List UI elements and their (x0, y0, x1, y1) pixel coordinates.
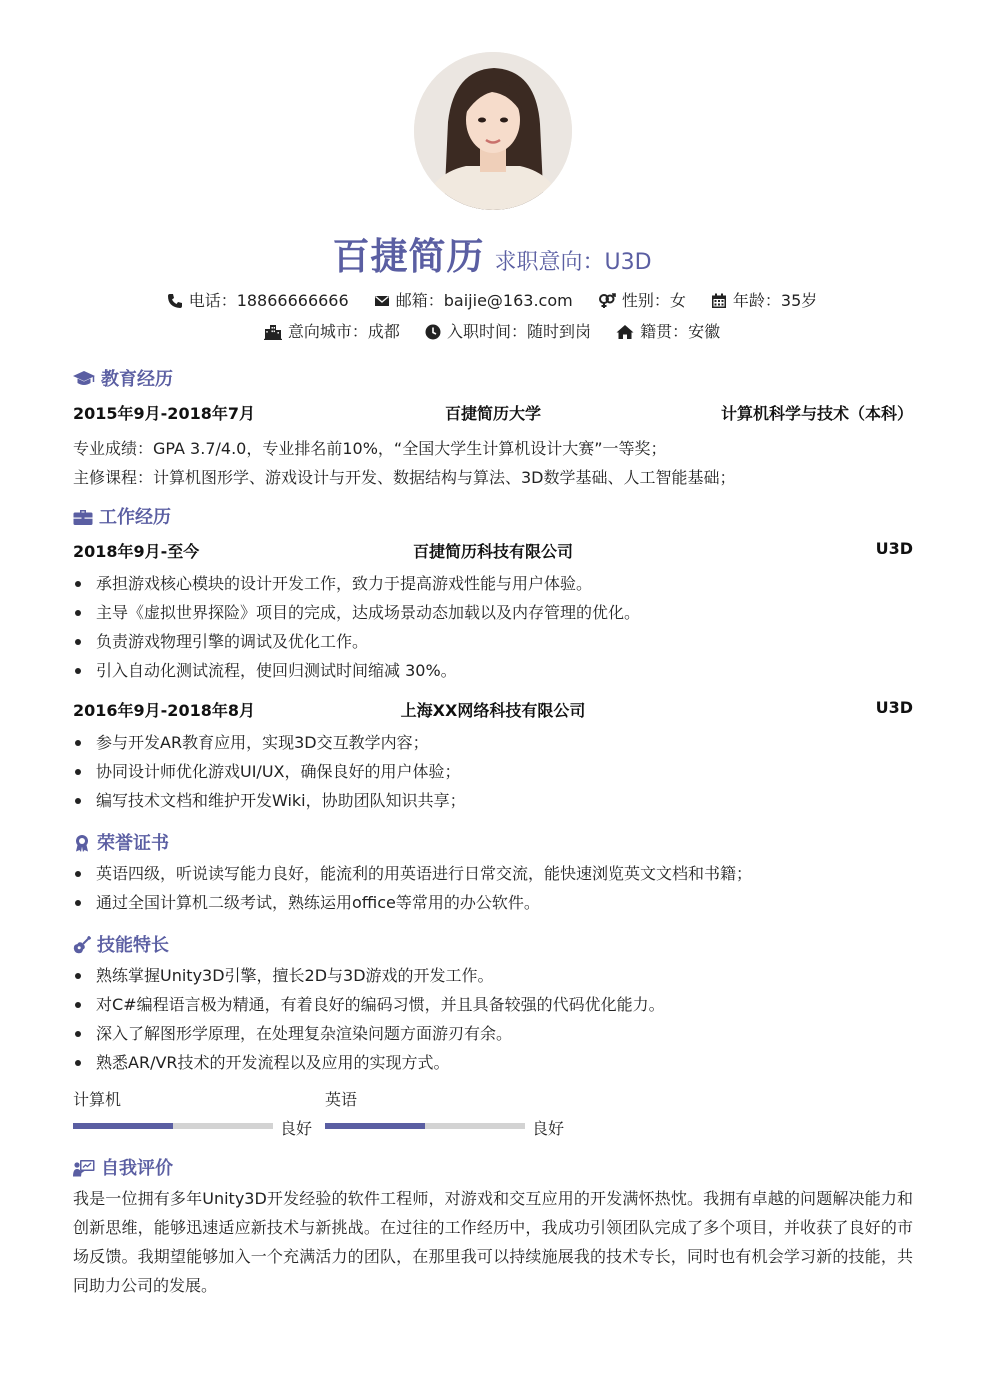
job-2-header-row (73, 698, 913, 720)
education-line-courses: 主修课程：计算机图形学、游戏设计与开发、数据结构与算法、3D数学基础、人工智能基础； (73, 468, 736, 487)
list-item: 负责游戏物理引擎的调试及优化工作。 (73, 627, 913, 656)
list-item: 熟练掌握Unity3D引擎，擅长2D与3D游戏的开发工作。 (73, 961, 913, 990)
skill-bar-label-english: 英语 (325, 1090, 358, 1109)
list-item: 对C#编程语言极为精通，有着良好的编码习惯，并且具备较强的代码优化能力。 (73, 990, 913, 1019)
skill-bar-english (325, 1123, 525, 1129)
calendar-icon (711, 293, 727, 309)
contact-info-row-2 (0, 319, 984, 342)
mail-icon (374, 293, 390, 309)
skill-bar-level-english: 良好 (532, 1119, 565, 1138)
list-item: 引入自动化测试流程，使回归测试时间缩减 30%。 (73, 656, 913, 685)
list-item: 英语四级，听说读写能力良好，能流利的用英语进行日常交流，能快速浏览英文文档和书籍； (73, 859, 913, 888)
start-time-info: 入职时间：随时到岗 (425, 319, 591, 342)
skill-bar-computer (73, 1123, 273, 1129)
gender-info: 性别：女 (598, 288, 686, 311)
list-item: 熟悉AR/VR技术的开发流程以及应用的实现方式。 (73, 1048, 913, 1077)
self-eval-text: 我是一位拥有多年Unity3D开发经验的软件工程师，对游戏和交互应用的开发满怀热忱。我拥有卓越的问题解决能力和创新思维，能够迅速适应新技术与新挑战。在过往的工作经历中，我成功引领团队完成了多个项目，并收获了良好的市场反馈。我期望能够加入一个充满活力的团队，在那里我可以持续施展我的技术专长，同时也有机会学习新的技能，共同助力公司的发展。 (73, 1189, 913, 1295)
list-item: 通过全国计算机二级考试，熟练运用office等常用的办公软件。 (73, 888, 913, 917)
briefcase-icon (73, 508, 93, 526)
job-2-bullets (73, 728, 913, 815)
candidate-name: 百捷简历 (332, 235, 485, 278)
education-major: 计算机科学与技术（本科） (720, 404, 913, 423)
honors-bullets (73, 859, 913, 917)
job-2-role: U3D (875, 698, 913, 717)
home-icon (616, 324, 634, 340)
section-title-skills: 技能特长 (73, 931, 169, 957)
graduation-cap-icon (73, 370, 95, 388)
education-line-gpa: 专业成绩：GPA 3.7/4.0，专业排名前10%，“全国大学生计算机设计大赛”一等奖； (73, 439, 667, 458)
list-item: 协同设计师优化游戏UI/UX，确保良好的用户体验； (73, 757, 913, 786)
avatar (414, 52, 572, 210)
award-icon (73, 834, 91, 852)
skill-bar-label-computer: 计算机 (73, 1090, 122, 1109)
job-1-role: U3D (875, 539, 913, 558)
skill-bar-fill-english (325, 1123, 425, 1129)
list-item: 主导《虚拟世界探险》项目的完成，达成场景动态加载以及内存管理的优化。 (73, 598, 913, 627)
job-1-header-row (73, 539, 913, 561)
list-item: 深入了解图形学原理，在处理复杂渲染问题方面游刃有余。 (73, 1019, 913, 1048)
skill-bar-fill-computer (73, 1123, 173, 1129)
section-title-honors: 荣誉证书 (73, 829, 169, 855)
email-info: 邮箱：baijie@163.com (374, 288, 573, 311)
section-title-self-eval: 自我评价 (73, 1154, 173, 1180)
job-1-date: 2018年9月-至今 (73, 542, 200, 561)
job-1-bullets (73, 569, 913, 685)
education-date: 2015年9月-2018年7月 (73, 404, 255, 423)
job-1-company: 百捷简历科技有限公司 (412, 542, 573, 561)
city-icon (264, 324, 282, 340)
skill-bar-level-computer: 良好 (280, 1119, 313, 1138)
section-title-education: 教育经历 (73, 365, 173, 391)
job-objective: 求职意向：U3D (494, 250, 652, 275)
phone-icon (167, 293, 183, 309)
list-item: 编写技术文档和维护开发Wiki，协助团队知识共享； (73, 786, 913, 815)
education-header-row (73, 401, 913, 423)
section-title-work: 工作经历 (73, 503, 171, 529)
guitar-icon (73, 936, 91, 954)
job-2-date: 2016年9月-2018年8月 (73, 701, 255, 720)
avatar-portrait-image (414, 52, 572, 210)
list-item: 参与开发AR教育应用，实现3D交互教学内容； (73, 728, 913, 757)
city-info: 意向城市：成都 (264, 319, 400, 342)
job-2-company: 上海XX网络科技有限公司 (400, 701, 586, 720)
list-item: 承担游戏核心模块的设计开发工作，致力于提高游戏性能与用户体验。 (73, 569, 913, 598)
presenter-icon (73, 1159, 95, 1177)
gender-icon (598, 293, 616, 309)
clock-icon (425, 324, 441, 340)
phone-info: 电话：18866666666 (167, 288, 349, 311)
skills-bullets (73, 961, 913, 1077)
age-info: 年龄：35岁 (711, 288, 817, 311)
education-school: 百捷简历大学 (444, 404, 541, 423)
contact-info-row-1 (0, 288, 984, 311)
resume-title (0, 226, 984, 280)
hometown-info: 籍贯：安徽 (616, 319, 720, 342)
